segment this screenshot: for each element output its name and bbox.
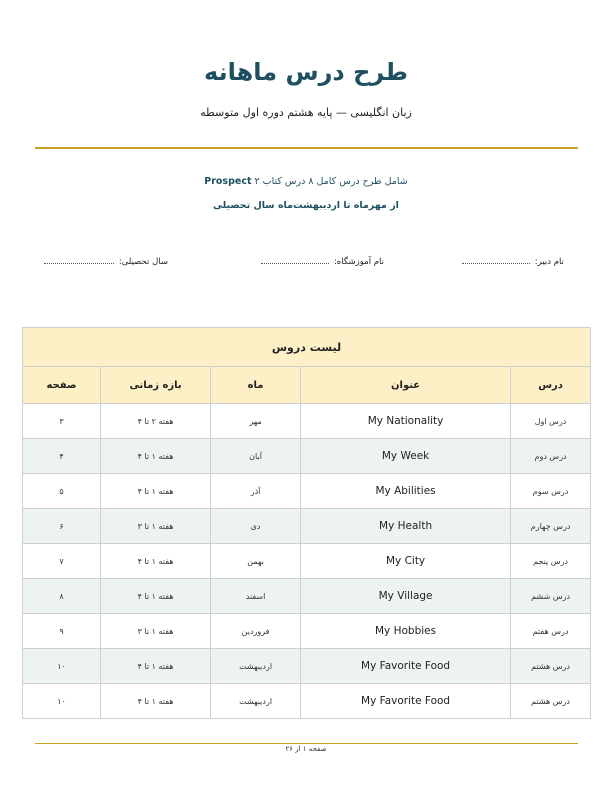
range-cell: هفته ۱ تا ۳ bbox=[101, 509, 211, 544]
column-header-month: ماه bbox=[211, 367, 301, 404]
teacher-blank[interactable] bbox=[462, 256, 530, 264]
title-cell: My Favorite Food bbox=[301, 684, 511, 719]
table-row bbox=[23, 614, 591, 649]
year-label: سال تحصیلی: bbox=[118, 257, 168, 267]
range-cell: هفته ۱ تا ۴ bbox=[101, 439, 211, 474]
month-cell: آذر bbox=[211, 474, 301, 509]
month-cell: بهمن bbox=[211, 544, 301, 579]
table-body bbox=[23, 404, 591, 719]
column-header-range: بازه زمانی bbox=[101, 367, 211, 404]
page-title: طرح درس ماهانه bbox=[204, 58, 408, 86]
year-blank[interactable] bbox=[44, 256, 114, 264]
page-cell: ۳ bbox=[23, 404, 101, 439]
teacher-field[interactable] bbox=[462, 256, 564, 267]
page-cell: ۱۰ bbox=[23, 684, 101, 719]
page-cell: ۹ bbox=[23, 614, 101, 649]
column-header-lesson: درس bbox=[511, 367, 591, 404]
lesson-cell: درس چهارم bbox=[511, 509, 591, 544]
title-cell: My Hobbies bbox=[301, 614, 511, 649]
table-row bbox=[23, 439, 591, 474]
year-field[interactable] bbox=[44, 256, 168, 267]
book-name: Prospect bbox=[204, 176, 252, 187]
table-row bbox=[23, 509, 591, 544]
lesson-cell: درس دوم bbox=[511, 439, 591, 474]
table-row bbox=[23, 579, 591, 614]
table-row bbox=[23, 544, 591, 579]
lesson-cell: درس اول bbox=[511, 404, 591, 439]
school-blank[interactable] bbox=[261, 256, 329, 264]
page-subtitle: زبان انگلیسی — پایه هشتم دوره اول متوسطه bbox=[200, 106, 412, 119]
month-cell: دی bbox=[211, 509, 301, 544]
month-cell: اردیبهشت bbox=[211, 684, 301, 719]
page-number: صفحه ۱ از ۲۶ bbox=[285, 745, 327, 753]
range-cell: هفته ۱ تا ۴ bbox=[101, 474, 211, 509]
range-cell: هفته ۲ تا ۴ bbox=[101, 404, 211, 439]
info-line-1-text: شامل طرح درس کامل ۸ درس کتاب ۲ bbox=[254, 176, 408, 187]
page-cell: ۷ bbox=[23, 544, 101, 579]
month-cell: اردیبهشت bbox=[211, 649, 301, 684]
top-divider bbox=[35, 147, 578, 149]
title-cell: My City bbox=[301, 544, 511, 579]
month-cell: آبان bbox=[211, 439, 301, 474]
title-cell: My Favorite Food bbox=[301, 649, 511, 684]
table-header-row bbox=[23, 367, 591, 404]
lesson-cell: درس سوم bbox=[511, 474, 591, 509]
info-line-1 bbox=[0, 176, 612, 187]
lessons-table bbox=[22, 327, 591, 719]
range-cell: هفته ۱ تا ۴ bbox=[101, 544, 211, 579]
column-header-title: عنوان bbox=[301, 367, 511, 404]
table-row bbox=[23, 474, 591, 509]
school-field[interactable] bbox=[261, 256, 384, 267]
range-cell: هفته ۱ تا ۴ bbox=[101, 649, 211, 684]
lesson-cell: درس هشتم bbox=[511, 684, 591, 719]
column-header-page: صفحه bbox=[23, 367, 101, 404]
title-cell: My Village bbox=[301, 579, 511, 614]
lesson-cell: درس پنجم bbox=[511, 544, 591, 579]
month-cell: فروردین bbox=[211, 614, 301, 649]
page-cell: ۴ bbox=[23, 439, 101, 474]
range-cell: هفته ۱ تا ۳ bbox=[101, 614, 211, 649]
page-cell: ۶ bbox=[23, 509, 101, 544]
lesson-cell: درس هفتم bbox=[511, 614, 591, 649]
lesson-cell: درس هشتم bbox=[511, 649, 591, 684]
page-cell: ۱۰ bbox=[23, 649, 101, 684]
month-cell: اسفند bbox=[211, 579, 301, 614]
lesson-cell: درس ششم bbox=[511, 579, 591, 614]
table-row bbox=[23, 649, 591, 684]
table-caption: لیست دروس bbox=[23, 328, 591, 367]
bottom-divider bbox=[35, 743, 578, 744]
teacher-label: نام دبیر: bbox=[534, 257, 564, 267]
title-cell: My Week bbox=[301, 439, 511, 474]
page-cell: ۵ bbox=[23, 474, 101, 509]
range-cell: هفته ۱ تا ۴ bbox=[101, 684, 211, 719]
title-cell: My Health bbox=[301, 509, 511, 544]
table-row bbox=[23, 684, 591, 719]
title-cell: My Nationality bbox=[301, 404, 511, 439]
month-cell: مهر bbox=[211, 404, 301, 439]
title-cell: My Abilities bbox=[301, 474, 511, 509]
range-cell: هفته ۱ تا ۴ bbox=[101, 579, 211, 614]
info-line-2: از مهرماه تا اردیبهشت‌ماه سال تحصیلی bbox=[213, 200, 399, 211]
school-label: نام آموزشگاه: bbox=[333, 257, 384, 267]
page-cell: ۸ bbox=[23, 579, 101, 614]
table-row bbox=[23, 404, 591, 439]
